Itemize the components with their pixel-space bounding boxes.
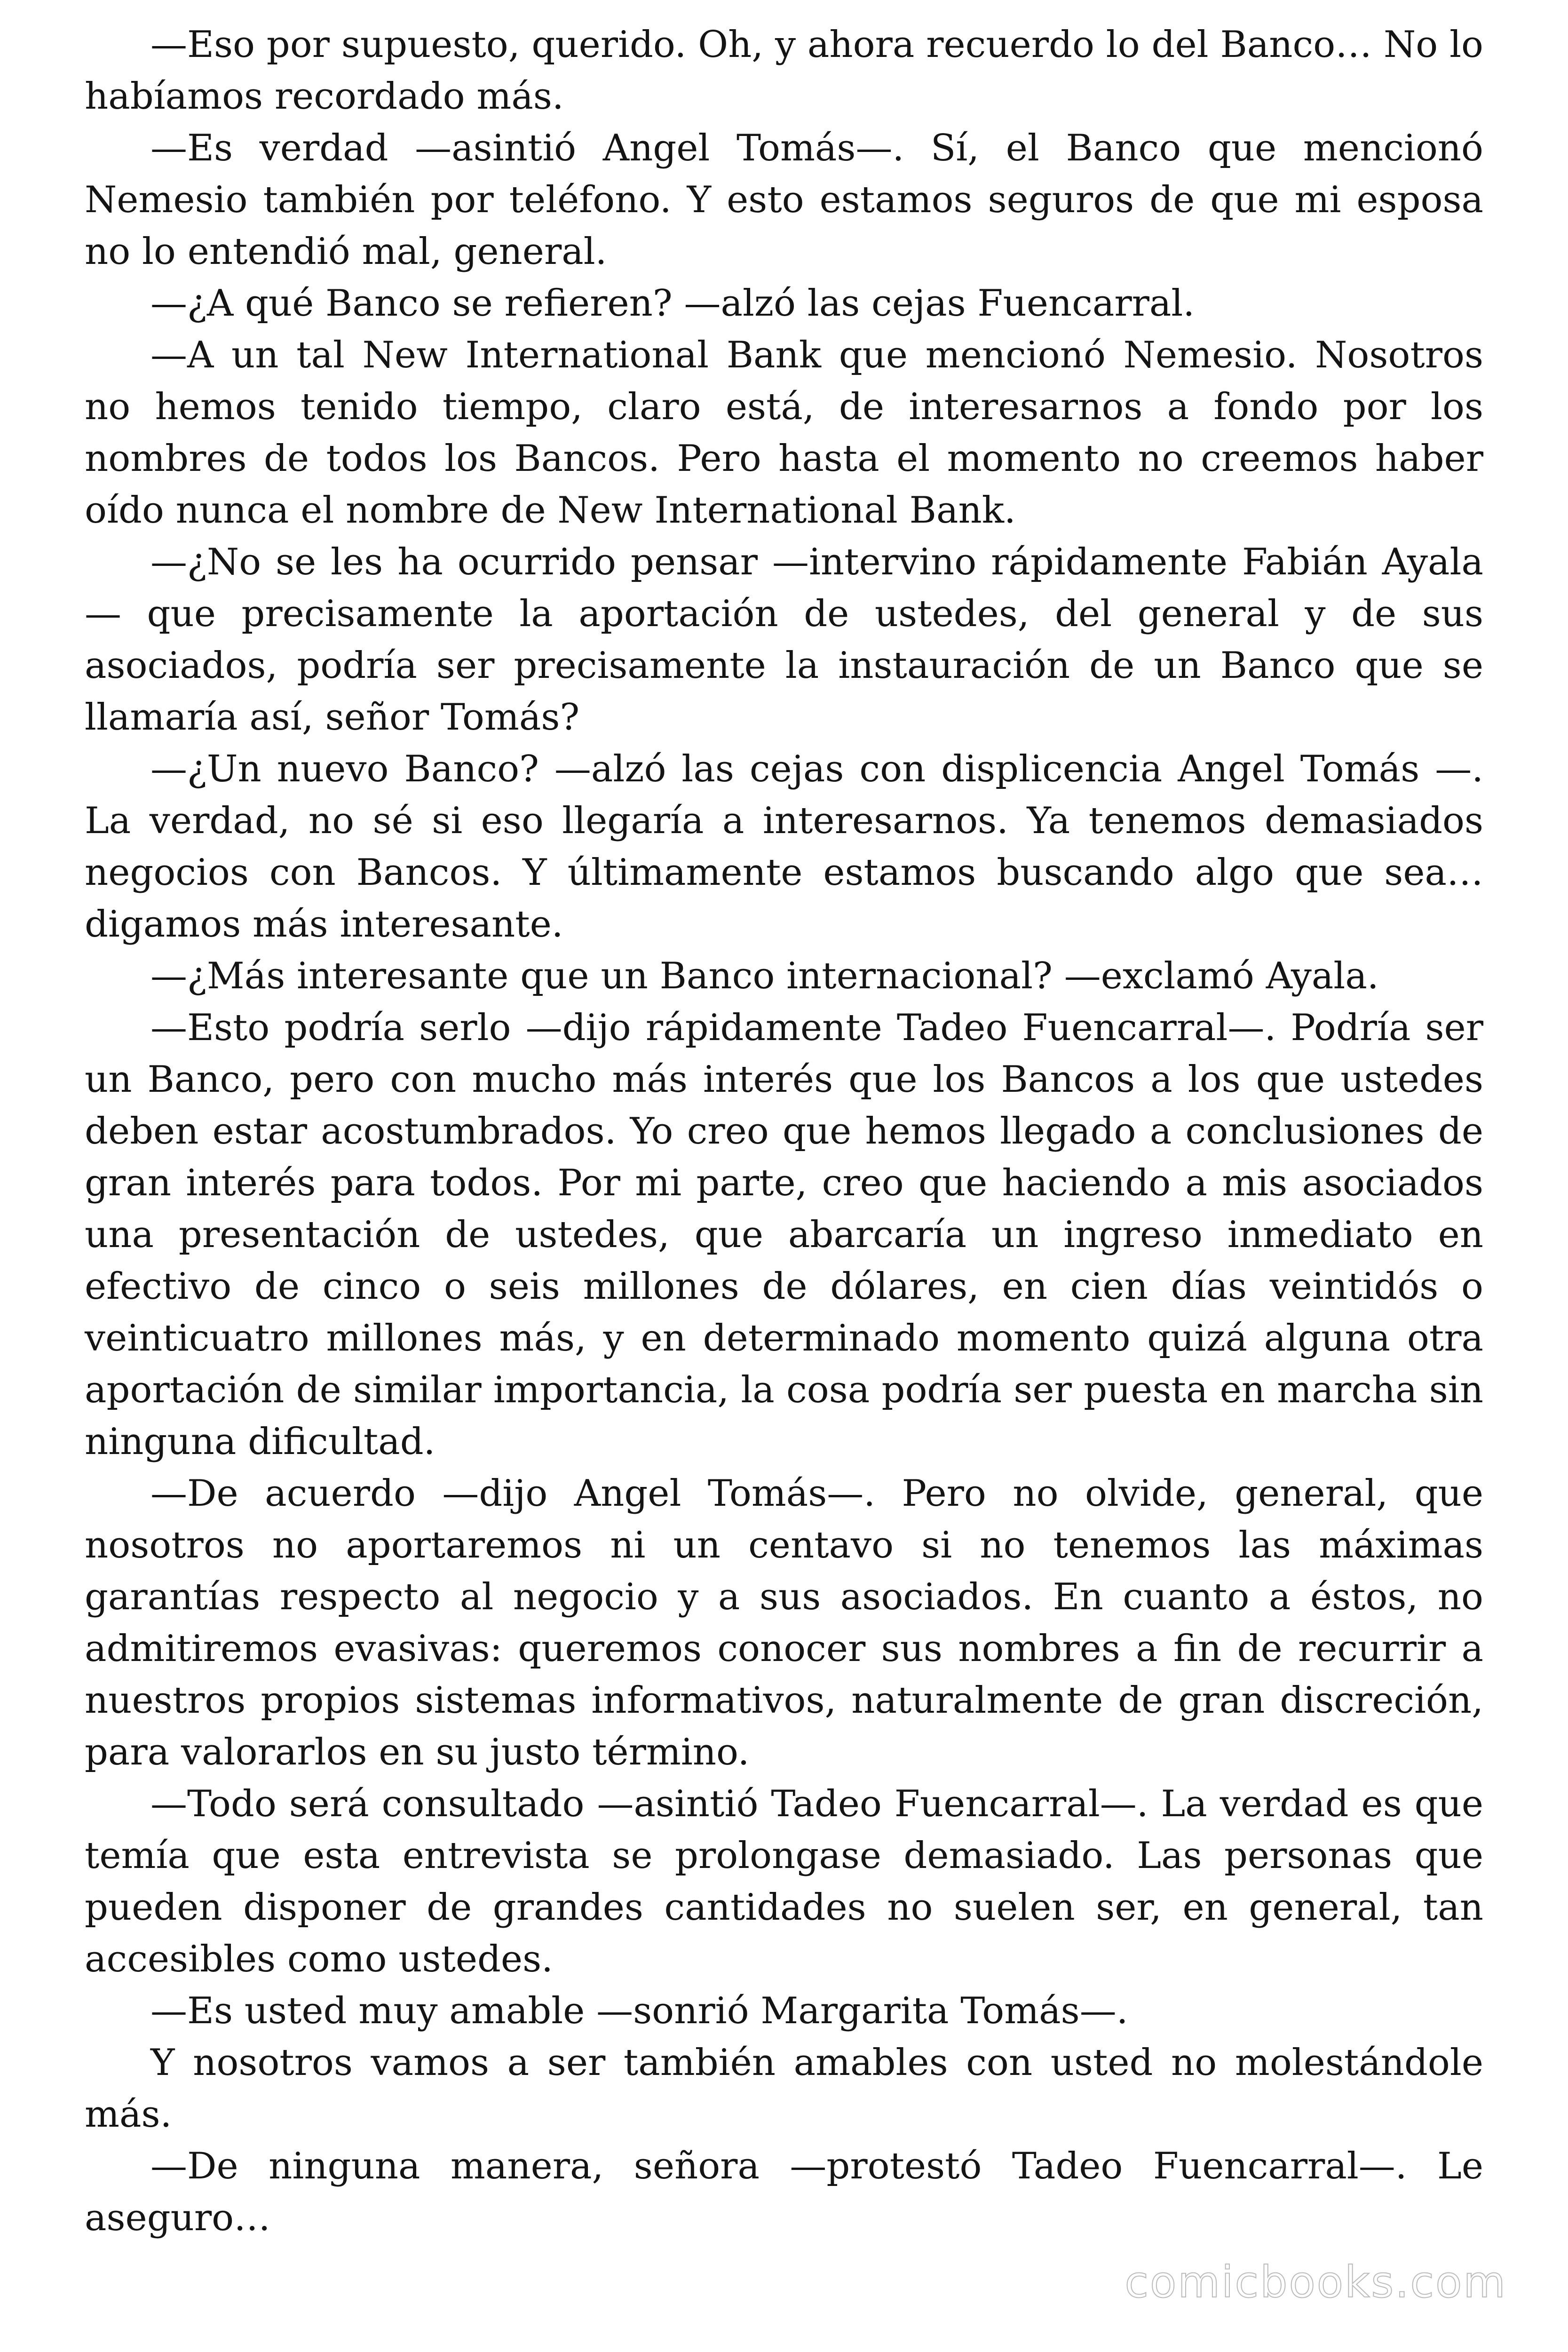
paragraph: —A un tal New International Bank que mencionó Nemesio. Nosotros no hemos tenido tiempo, claro está, de interesarnos a fondo por los nombres de todos los Bancos. Pero hasta el momento no creemos haber oído nunca el nombre de New International Bank. xyxy=(85,334,1483,532)
paragraph: —Esto podría serlo —dijo rápidamente Tadeo Fuencarral—. Podría ser un Banco, pero con mucho más interés que los Bancos a los que ustedes deben estar acostumbrados. Yo creo que hemos llegado a conclusiones de gran interés para todos. Por mi parte, creo que haciendo a mis asociados una presentación de ustedes, que abarcaría un ingreso inmediato en efectivo de cinco o seis millones de dólares, en cien días veintidós o veinticuatro millones más, y en determinado momento quizá alguna otra aportación de similar importancia, la cosa podría ser puesta en marcha sin ninguna dificultad. xyxy=(85,1007,1483,1463)
paragraph: —Es usted muy amable —sonrió Margarita Tomás—. xyxy=(150,1990,1128,2032)
paragraph: —Es verdad —asintió Angel Tomás—. Sí, el Banco que mencionó Nemesio también por teléfono. Y esto estamos seguros de que mi esposa no lo entendió mal, general. xyxy=(85,127,1483,273)
paragraph: Y nosotros vamos a ser también amables con usted no molestándole más. xyxy=(85,2042,1483,2136)
paragraph: —¿No se les ha ocurrido pensar —intervino rápidamente Fabián Ayala— que precisamente la aportación de ustedes, del general y de sus asociados, podría ser precisamente la instauración de un Banco que se llamaría así, señor Tomás? xyxy=(85,541,1483,739)
watermark-logo: comicbooks.com xyxy=(1125,2257,1507,2307)
paragraph: —De ninguna manera, señora —protestó Tadeo Fuencarral—. Le aseguro… xyxy=(85,2145,1483,2239)
paragraph: —De acuerdo —dijo Angel Tomás—. Pero no olvide, general, que nosotros no aportaremos ni un centavo si no tenemos las máximas garantías respecto al negocio y a sus asociados. En cuanto a éstos, no admitiremos evasivas: queremos conocer sus nombres a fin de recurrir a nuestros propios sistemas informativos, naturalmente de gran discreción, para valorarlos en su justo término. xyxy=(85,1472,1483,1773)
paragraph: —¿A qué Banco se refieren? —alzó las cejas Fuencarral. xyxy=(150,282,1195,325)
paragraph: —¿Más interesante que un Banco internacional? —exclamó Ayala. xyxy=(150,955,1379,997)
paragraph: —Todo será consultado —asintió Tadeo Fuencarral—. La verdad es que temía que esta entrevista se prolongase demasiado. Las personas que pueden disponer de grandes cantidades no suelen ser, en general, tan accesibles como ustedes. xyxy=(85,1783,1483,1980)
page-text xyxy=(85,19,1483,2244)
paragraph: —Eso por supuesto, querido. Oh, y ahora recuerdo lo del Banco… No lo habíamos recordado más. xyxy=(85,24,1483,118)
paragraph: —¿Un nuevo Banco? —alzó las cejas con displicencia Angel Tomás —. La verdad, no sé si eso llegaría a interesarnos. Ya tenemos demasiados negocios con Bancos. Y últimamente estamos buscando algo que sea… digamos más interesante. xyxy=(85,748,1483,946)
